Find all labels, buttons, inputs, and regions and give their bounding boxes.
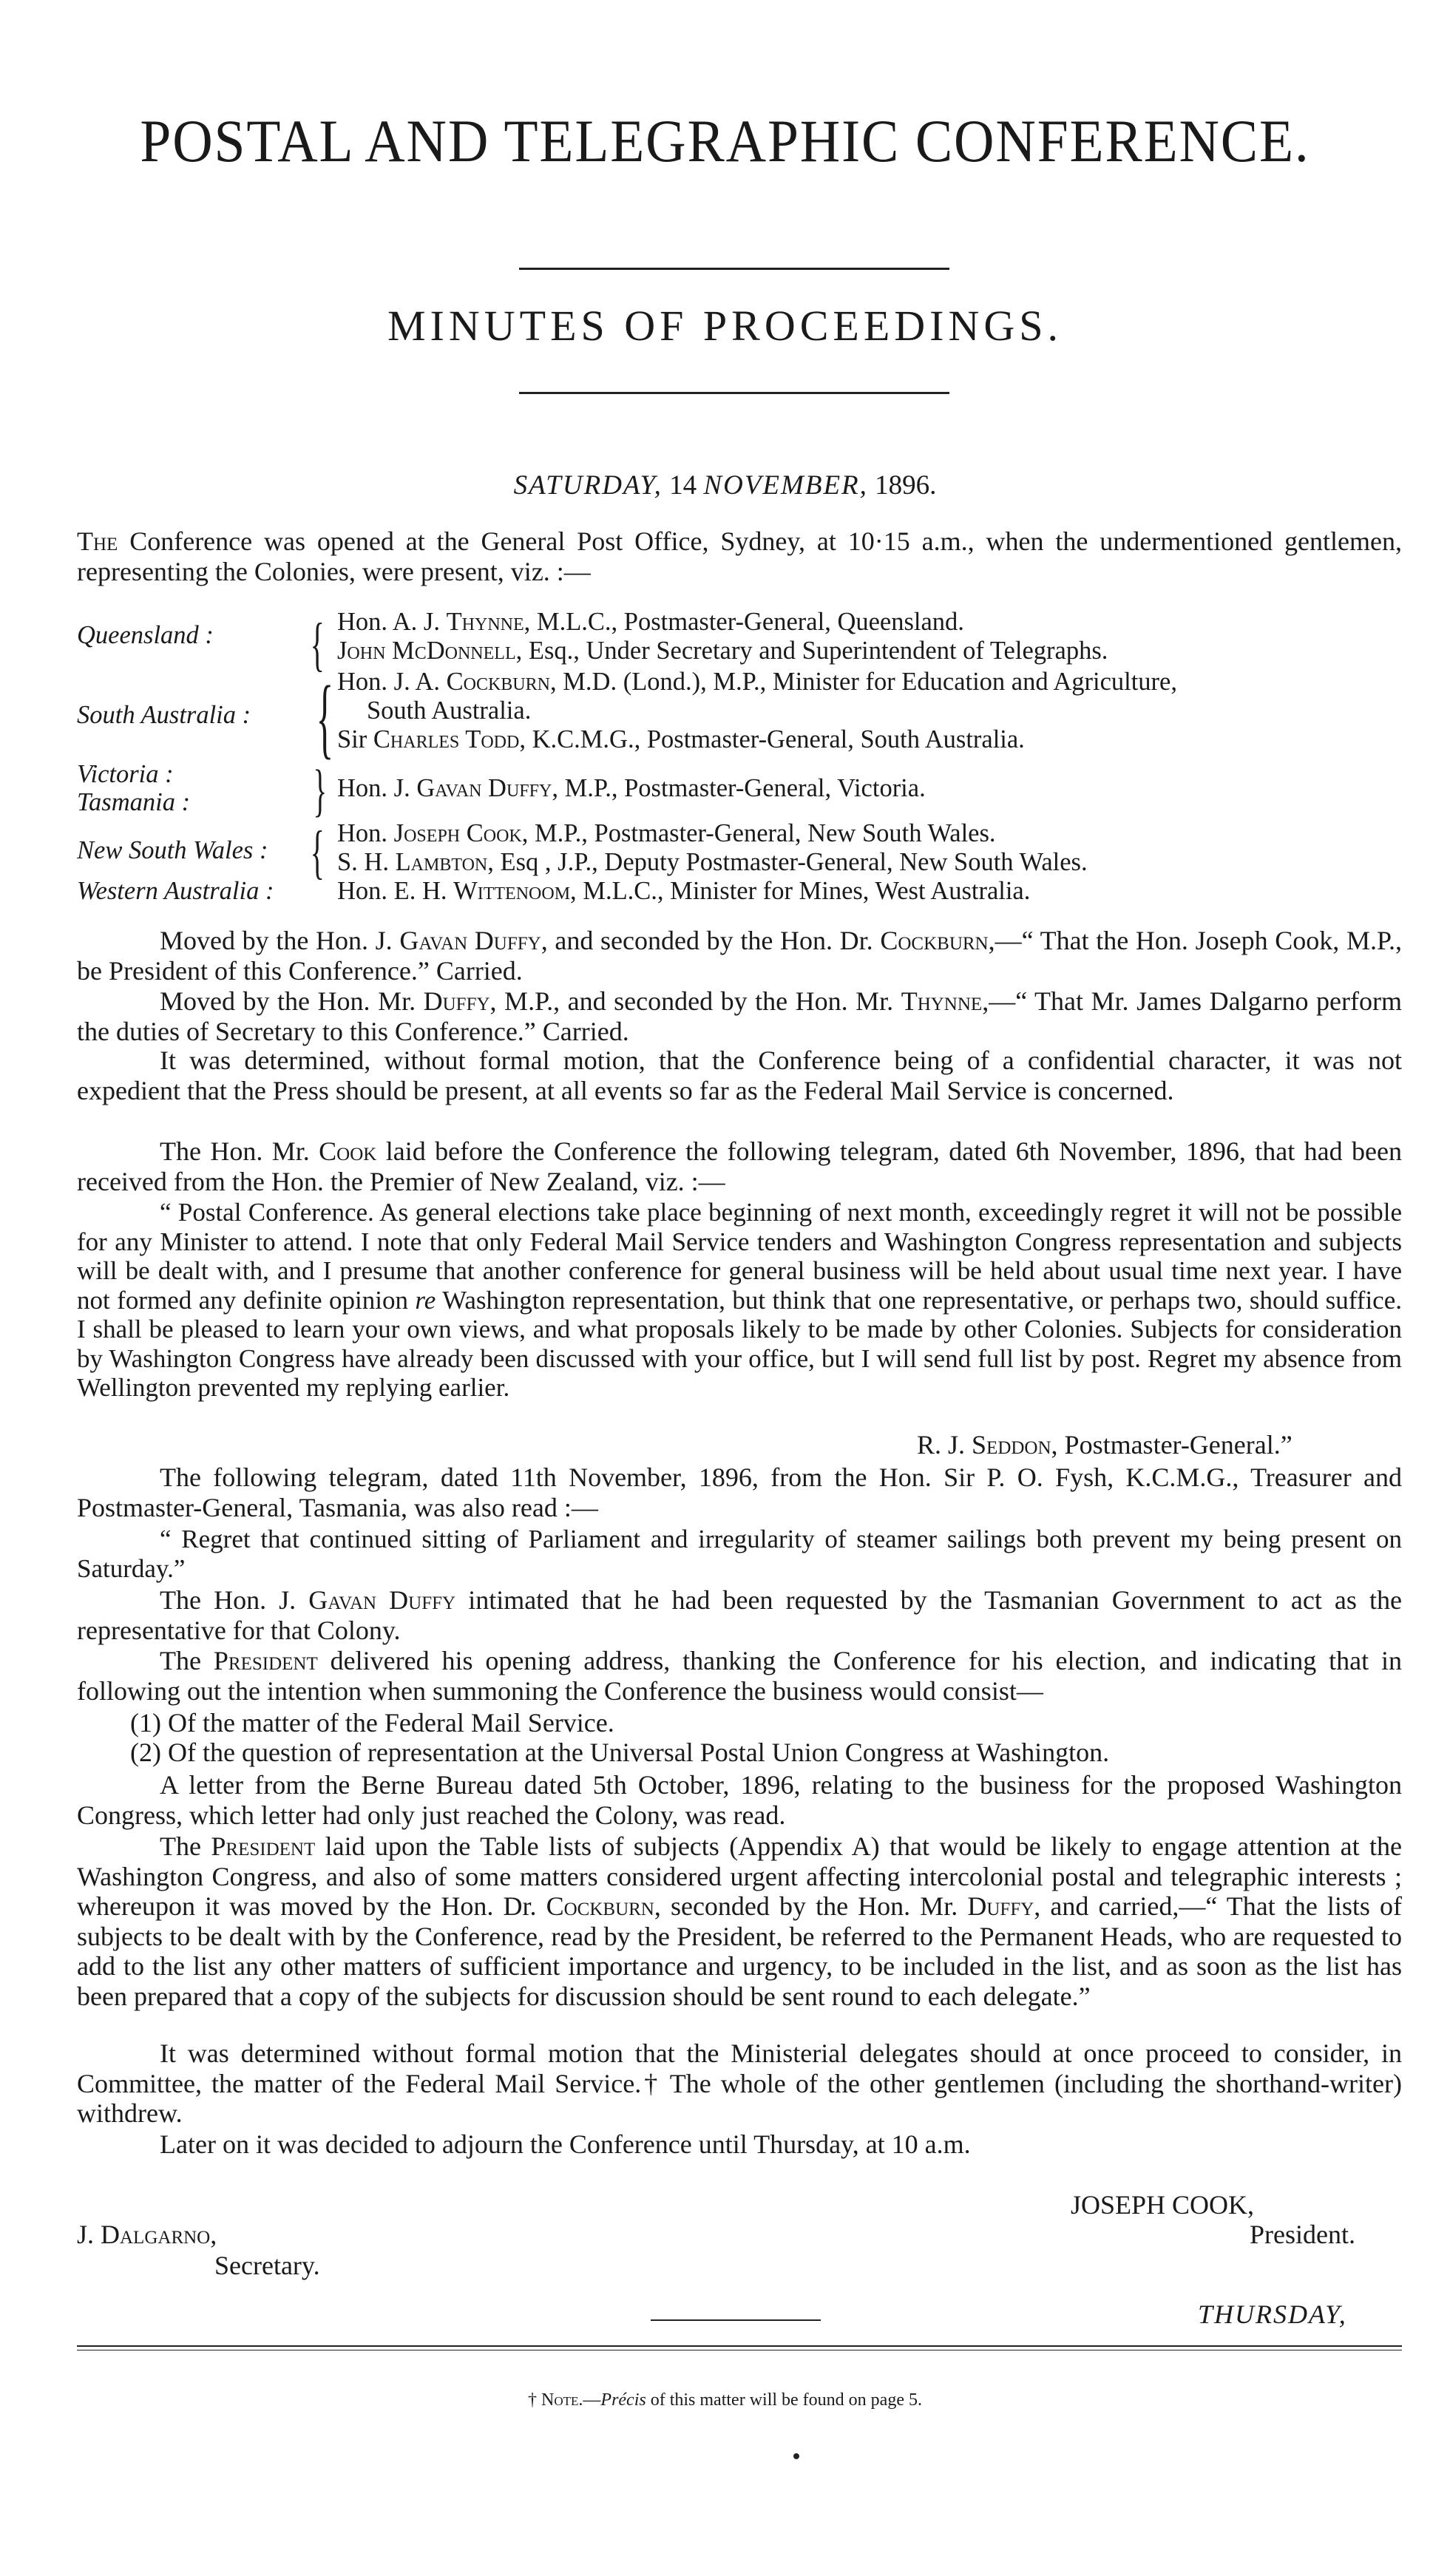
- catchword: THURSDAY,: [1198, 2299, 1347, 2329]
- rep-line: Sir Charles Todd, K.C.M.G., Postmaster-General, South Australia.: [337, 725, 1025, 753]
- colony-new-south-wales: New South Wales :: [77, 836, 268, 864]
- rep-line: Hon. A. J. Thynne, M.L.C., Postmaster-General, Queensland.: [337, 608, 964, 636]
- colony-queensland: Queensland :: [77, 621, 214, 649]
- brace: {: [316, 668, 333, 767]
- intro-text: Conference was opened at the General Post Office, Sydney, at 10·15 a.m., when the undermentioned gentlemen, representing the Colonies, were present, viz. :—: [77, 526, 1402, 586]
- paragraph: It was determined without formal motion that the Ministerial delegates should at once proceed to consider, in Committee, the matter of the Federal Mail Service.† The whole of the other gentlemen (including the shorthand-writer) withdrew.: [77, 2038, 1402, 2128]
- paragraph: The following telegram, dated 11th November, 1896, from the Hon. Sir P. O. Fysh, K.C.M.G., Treasurer and Postmaster-General, Tasmania, was also read :—: [77, 1462, 1402, 1522]
- list-item: (1) Of the matter of the Federal Mail Service.: [130, 1708, 614, 1738]
- page-subtitle: MINUTES OF PROCEEDINGS.: [387, 302, 1063, 350]
- paragraph: The President laid upon the Table lists of subjects (Appendix A) that would be likely to engage attention at the Washington Congress, and also of some matters considered urgent affecting intercolonial postal and telegraphic interests ; whereupon it was moved by the Hon. Dr. Cockburn, seconded by the Hon. Mr. Duffy, and carried,—“ That the lists of subjects to be dealt with by the Conference, read by the President, be referred to the Permanent Heads, who are requested to add to the list any other matters of sufficient importance and urgency, to be included in the list, and as soon as the list has been prepared that a copy of the subjects for discussion should be sent round to each delegate.”: [77, 1831, 1403, 2011]
- rep-line: Hon. E. H. Wittenoom, M.L.C., Minister for Mines, West Australia.: [337, 877, 1031, 905]
- brace: }: [313, 758, 328, 822]
- footnote: † Note.—Précis of this matter will be found on page 5.: [528, 2390, 922, 2410]
- rep-line: Hon. Joseph Cook, M.P., Postmaster-General, New South Wales.: [337, 819, 996, 847]
- rep-line: S. H. Lambton, Esq , J.P., Deputy Postmaster-General, New South Wales.: [337, 848, 1088, 876]
- print-speck: [793, 2453, 799, 2459]
- title-divider: [519, 268, 949, 270]
- paragraph: The Hon. Mr. Cook laid before the Conference the following telegram, dated 6th November, 1896, that had been received from the Hon. the Premier of New Zealand, viz. :—: [77, 1136, 1402, 1196]
- colony-south-australia: South Australia :: [77, 701, 251, 729]
- paragraph: The Hon. J. Gavan Duffy intimated that he had been requested by the Tasmanian Government to act as the representative for that Colony.: [77, 1585, 1402, 1645]
- meeting-date: [0, 472, 1450, 499]
- rep-line: South Australia.: [367, 696, 532, 725]
- date-day: SATURDAY,: [513, 470, 663, 501]
- paragraph: Moved by the Hon. J. Gavan Duffy, and seconded by the Hon. Dr. Cockburn,—“ That the Hon. Joseph Cook, M.P., be President of this Conference.” Carried.: [77, 926, 1403, 986]
- footnote-rule: [77, 2345, 1402, 2347]
- president-name: JOSEPH COOK,: [1071, 2190, 1255, 2220]
- secretary-title: Secretary.: [214, 2251, 320, 2280]
- telegram-quote: “ Regret that continued sitting of Parliament and irregularity of steamer sailings both prevent my being present on Saturday.”: [77, 1525, 1402, 1583]
- president-title: President.: [1250, 2220, 1355, 2249]
- date-num: 14: [669, 470, 697, 501]
- paragraph: A letter from the Berne Bureau dated 5th October, 1896, relating to the business for the proposed Washington Congress, which letter had only just reached the Colony, was read.: [77, 1770, 1402, 1830]
- intro-paragraph: [77, 526, 1402, 586]
- paragraph: Moved by the Hon. Mr. Duffy, M.P., and seconded by the Hon. Mr. Thynne,—“ That Mr. James Dalgarno perform the duties of Secretary to this Conference.” Carried.: [77, 986, 1402, 1046]
- list-item: (2) Of the question of representation at the Universal Postal Union Congress at Washington.: [130, 1738, 1110, 1767]
- colony-western-australia: Western Australia :: [77, 877, 274, 905]
- subtitle-divider: [519, 392, 949, 394]
- secretary-name: J. Dalgarno,: [77, 2220, 217, 2249]
- rep-line: Hon. J. Gavan Duffy, M.P., Postmaster-General, Victoria.: [337, 774, 926, 802]
- intro-first-word: The: [77, 526, 118, 556]
- page-title: POSTAL AND TELEGRAPHIC CONFERENCE.: [140, 107, 1310, 174]
- date-year: 1896.: [875, 470, 937, 501]
- colony-tasmania: Tasmania :: [77, 788, 191, 816]
- rep-line: Hon. J. A. Cockburn, M.D. (Lond.), M.P., Minister for Education and Agriculture,: [337, 668, 1177, 696]
- paragraph: It was determined, without formal motion, that the Conference being of a confidential character, it was not expedient that the Press should be present, at all events so far as the Federal Mail Service is concerned.: [77, 1045, 1402, 1105]
- colony-victoria: Victoria :: [77, 760, 174, 788]
- paragraph: Later on it was decided to adjourn the Conference until Thursday, at 10 a.m.: [160, 2129, 971, 2159]
- brace: {: [310, 612, 325, 677]
- brace: {: [310, 820, 325, 885]
- closing-divider: [651, 2319, 821, 2321]
- paragraph: The President delivered his opening address, thanking the Conference for his election, and indicating that in following out the intention when summoning the Conference the business would consist—: [77, 1646, 1403, 1706]
- date-month: NOVEMBER,: [703, 470, 868, 501]
- telegram-quote: “ Postal Conference. As general elections take place beginning of next month, exceedingly regret it will not be possible for any Minister to attend. I note that only Federal Mail Service tenders and Washington Congress representation and subjects will be dealt with, and I presume that another conference for general business will be held about usual time next year. I have not formed any definite opinion re Washington representation, but think that one representative, or perhaps two, should suffice. I shall be pleased to learn your own views, and what proposals likely to be made by other Colonies. Subjects for consideration by Washington Congress have already been discussed with your office, but I will send full list by post. Regret my absence from Wellington prevented my replying earlier.: [77, 1198, 1402, 1402]
- telegram-signature: R. J. Seddon, Postmaster-General.”: [917, 1430, 1293, 1460]
- rep-line: John McDonnell, Esq., Under Secretary and Superintendent of Telegraphs.: [337, 637, 1108, 665]
